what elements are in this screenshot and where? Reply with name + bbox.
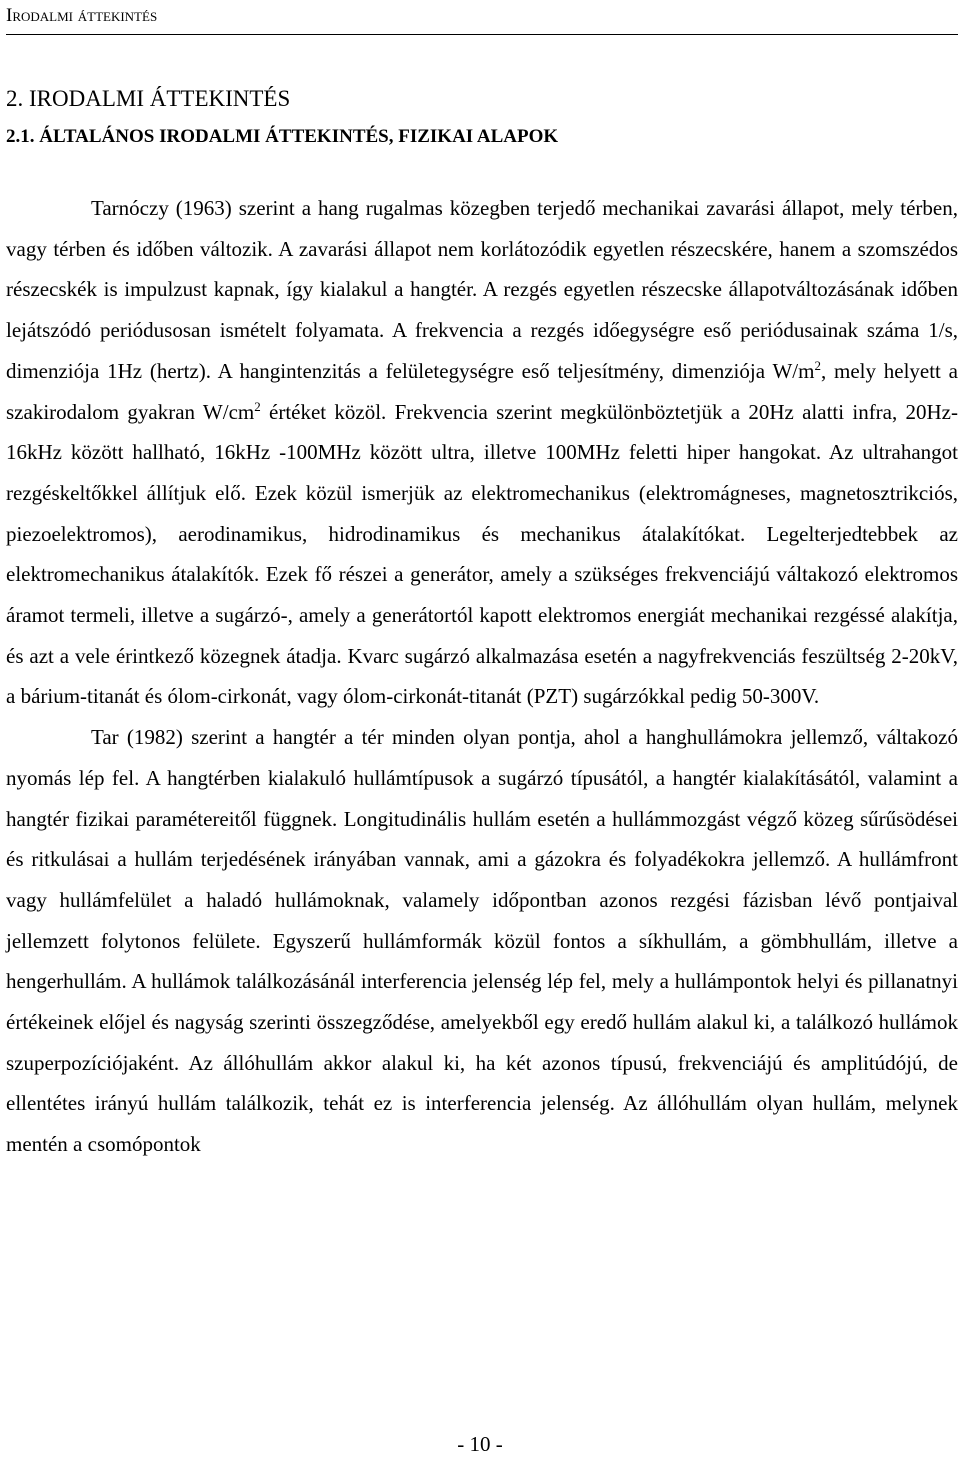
superscript-2: 2 <box>254 398 261 414</box>
paragraph-1-part-b: , mely helyett a szakirodalom gyakran W/cm <box>6 358 958 424</box>
paragraph-2: Tar (1982) szerint a hangtér a tér minden olyan pontja, ahol a hanghullámokra jellemző, váltakozó nyomás lép fel. A hangtérben kialakuló hullámtípusok a sugárzó típusától, a hangtér kialakításától, valamint a hangtér fizikai paramétereitől függnek. Longitudinális hullám esetén a hullámmozgást végző közeg sűrűsödései és ritkulásai a hullám terjedésének irányában vannak, ami a gázokra és folyadékokra jellemző. A hullámfront vagy hullámfelület a haladó hullámoknak, valamely időpontban azonos rezgési fázisban lévő pontjaival jellemzett folytonos felülete. Egyszerű hullámformák közül fontos a síkhullám, a gömbhullám, illetve a hengerhullám. A hullámok találkozásánál interferencia jelenség lép fel, mely a hullámpontok helyi és pillanatnyi értékeinek előjel és nagyság szerinti összegződése, amelyekből egy eredő hullám alakul ki, a találkozó hullámok szuperpozíciójaként. Az állóhullám akkor alakul ki, ha két azonos típusú, frekvenciájú és amplitúdójú, de ellentétes irányú hullám találkozik, tehát ez is interferencia jelenség. Az állóhullám olyan hullám, melynek mentén a csomópontok <box>6 725 958 1157</box>
chapter-heading: 2. IRODALMI ÁTTEKINTÉS <box>6 86 291 111</box>
paragraph-1-part-a: Tarnóczy (1963) szerint a hang rugalmas közegben terjedő mechanikai zavarási állapot, mely térben, vagy térben és időben változik. A zavarási állapot nem korlátozódik egyetlen részecskére, hanem a szomszédos részecskék is impulzust kapnak, így kialakul a hangtér. A rezgés egyetlen részecske állapotváltozásának időben lejátszódó periódusosan ismételt folyamata. A frekvencia a rezgés időegységre eső periódusainak száma 1/s, dimenziója 1Hz (hertz). A hangintenzitás a felületegységre eső teljesítmény, dimenziója W/m <box>6 196 958 383</box>
body-text <box>6 188 958 1165</box>
page-number: - 10 - <box>457 1432 503 1456</box>
paragraph-1-part-c: értéket közöl. Frekvencia szerint megkülönböztetjük a 20Hz alatti infra, 20Hz-16kHz között hallható, 16kHz -100MHz között ultra, illetve 100MHz feletti hiper hangokat. Az ultrahangot rezgéskeltőkkel állítjuk elő. Ezek közül ismerjük az elektromechanikus (elektromágneses, magnetosztrikciós, piezoelektromos), aerodinamikus, hidrodinamikus és mechanikus átalakítókat. Legelterjedtebbek az elektromechanikus átalakítók. Ezek fő részei a generátor, amely a szükséges frekvenciájú váltakozó elektromos áramot termeli, illetve a sugárzó-, amely a generátortól kapott elektromos energiát mechanikai rezgéssé alakítja, és azt a vele érintkező közegnek átadja. Kvarc sugárzó alkalmazása esetén a nagyfrekvenciás feszültség 2-20kV, a bárium-titanát és ólom-cirkonát, vagy ólom-cirkonát-titanát (PZT) sugárzókkal pedig 50-300V. <box>6 399 958 709</box>
running-head-text: Irodalmi áttekintés <box>6 5 158 26</box>
section-heading: 2.1. ÁLTALÁNOS IRODALMI ÁTTEKINTÉS, FIZIKAI ALAPOK <box>6 126 559 147</box>
superscript-1: 2 <box>814 357 821 373</box>
running-head <box>6 4 958 35</box>
paragraph-1 <box>6 188 958 717</box>
